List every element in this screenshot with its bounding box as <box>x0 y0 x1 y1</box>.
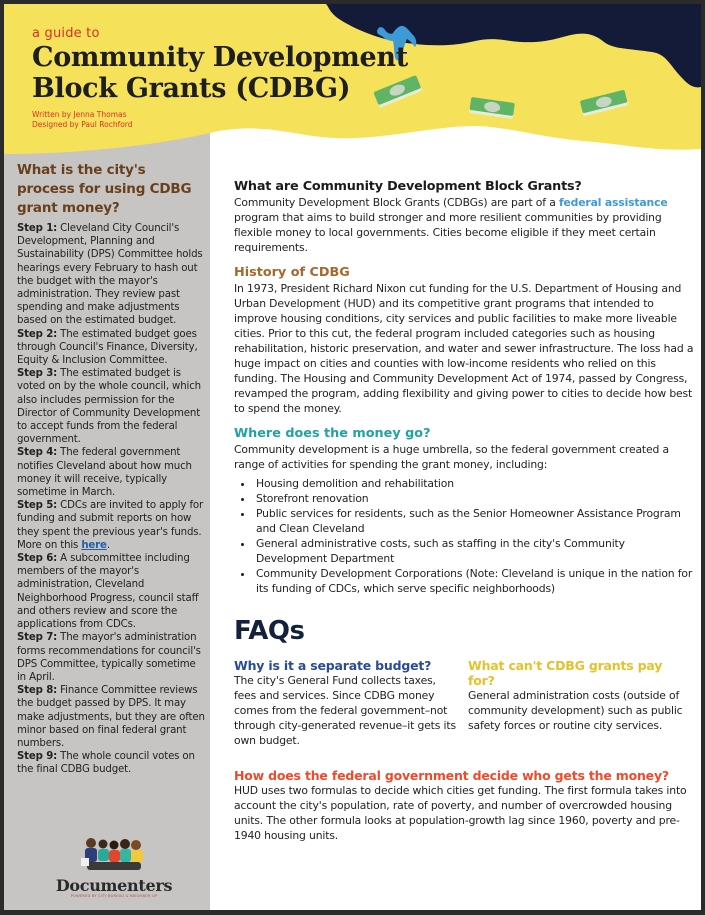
faq-question: How does the federal government decide who gets the money? <box>234 768 669 783</box>
people-illustration-icon <box>79 836 149 872</box>
faq-federal-decision <box>234 768 694 843</box>
federal-assistance-link[interactable]: federal assistance <box>558 196 668 209</box>
step-1 <box>17 222 207 328</box>
faq-columns <box>234 658 694 748</box>
step-label: Step 4: <box>17 447 58 459</box>
step-label: Step 2: <box>17 328 58 340</box>
step-text: The estimated budget goes through Council's Finance, Diversity, Equity & Inclusion Committee. <box>17 328 198 367</box>
spending-list <box>234 476 694 596</box>
author-credit: Written by Jenna Thomas <box>32 110 127 119</box>
what-text-start: Community Development Block Grants (CDBGs) are part of a <box>234 196 559 209</box>
what-text-end: program that aims to build stronger and more resilient communities by providing flexible money to local governments. Cities become eligible if they meet certain requirements. <box>234 211 662 254</box>
step-6 <box>17 552 207 631</box>
what-text <box>234 195 694 255</box>
steps-list <box>17 222 207 777</box>
step-text-end: . <box>106 539 110 551</box>
header-title-block <box>32 26 408 130</box>
step-label: Step 3: <box>17 368 58 380</box>
process-heading: What is the city's process for using CDBG grant money? <box>17 162 192 216</box>
step-label: Step 1: <box>17 223 58 234</box>
title-line-1: Community Development <box>32 42 408 73</box>
step-text: The federal government notifies Cleveland about how much money it will receive, typically sometime in March. <box>17 447 192 499</box>
step-text: The estimated budget is voted on by the whole council, which also includes permission for the Director of Community Development to accept funds from the federal government. <box>17 368 201 446</box>
list-item: • Community Development Corporations (Note: Cleveland is unique in the nation for its funding of CDCs, which serve specific neighborhoods) <box>254 566 694 596</box>
step-text: Finance Committee reviews the budget passed by DPS. It may make adjustments, but they are often minor based on final federal grant numbers. <box>17 685 205 749</box>
step-8 <box>17 684 207 750</box>
faq-answer: General administration costs (outside of community development) such as public safety forces or routine city services. <box>468 689 683 732</box>
faq-cannot-pay <box>468 658 690 748</box>
step-9 <box>17 750 207 776</box>
list-item: • General administrative costs, such as staffing in the city's Community Development Department <box>254 536 694 566</box>
step-2 <box>17 328 207 368</box>
main-content <box>234 179 694 843</box>
step-label: Step 5: <box>17 500 58 512</box>
step-label: Step 7: <box>17 632 58 644</box>
step-text: The whole council votes on the final CDBG budget. <box>17 751 195 776</box>
kicker-text: a guide to <box>32 26 100 41</box>
money-stack-icon <box>467 94 517 122</box>
faq-question: What can't CDBG grants pay for? <box>468 658 663 688</box>
what-section <box>234 179 694 255</box>
here-link[interactable]: here <box>81 539 107 551</box>
step-7 <box>17 631 207 684</box>
list-item: • Storefront renovation <box>254 491 694 506</box>
what-heading: What are Community Development Block Grants? <box>234 179 582 194</box>
step-label: Step 6: <box>17 553 58 565</box>
faq-separate-budget <box>234 658 456 748</box>
step-text: Cleveland City Council's Development, Planning and Sustainability (DPS) Committee holds hearings every February to hash out the budget with the mayor's administration. They review past spending and make adjustments based on the estimated budget. <box>17 223 203 327</box>
step-label: Step 8: <box>17 685 58 697</box>
faq-answer: HUD uses two formulas to decide which cities get funding. The first formula takes into account the city's population, rate of poverty, and number of overcrowded housing units. The other formula looks at population-growth lag since 1960, poverty and pre-1940 housing units. <box>234 784 687 842</box>
step-text: A subcommittee including members of the mayor's administration, Cleveland Neighborhood Progress, council staff and others review and score the applications from CDCs. <box>17 553 199 631</box>
money-stack-icon <box>578 86 630 120</box>
history-section <box>234 265 694 416</box>
step-3 <box>17 367 207 446</box>
logo-tagline: POWERED BY CITY BUREAU & NEIGHBOR UP <box>70 894 158 898</box>
step-text: The mayor's administration forms recommendations for council's DPS Committee, typically sometime in April. <box>17 632 201 683</box>
documenters-logo <box>54 836 174 898</box>
step-5 <box>17 499 207 552</box>
history-heading: History of CDBG <box>234 265 350 280</box>
document-page <box>4 4 701 910</box>
where-text: Community development is a huge umbrella, so the federal government created a range of activities for spending the grant money, including: <box>234 443 669 471</box>
process-section <box>17 161 207 777</box>
history-text: In 1973, President Richard Nixon cut funding for the U.S. Department of Housing and Urban Development (HUD) and its competitive grant programs that intended to improve housing conditions, city services and public facilities to make more liveable cities. Prior to this cut, the federal program included categories such as housing rehabilitation, historic preservation, and water and sewer infrastructure. The loss had a huge impact on cities and counties with low-income residents who relied on this funding. The Housing and Community Development Act of 1974, passed by Congress, revamped the program, adding flexibility and giving power to cities to decide how best to spend the money. <box>234 282 694 415</box>
logo-name: Documenters <box>55 876 173 895</box>
faq-answer: The city's General Fund collects taxes, fees and services. Since CDBG money comes from the federal government–not through city-generated revenue–it gets its own budget. <box>234 674 456 747</box>
where-section <box>234 426 694 596</box>
list-item: • Public services for residents, such as the Senior Homeowner Assistance Program and Clean Cleveland <box>254 506 694 536</box>
step-label: Step 9: <box>17 751 58 763</box>
step-text: CDCs are invited to apply for funding and submit reports on how they spent the previous year's funds. More on this <box>17 500 204 551</box>
designer-credit: Designed by Paul Rochford <box>32 120 133 129</box>
title-line-2: Block Grants (CDBG) <box>32 73 351 104</box>
faqs-title: FAQs <box>234 616 305 646</box>
step-4 <box>17 446 207 499</box>
credits <box>32 110 408 130</box>
where-heading: Where does the money go? <box>234 426 431 441</box>
faq-question: Why is it a separate budget? <box>234 658 432 673</box>
page-title <box>32 42 408 104</box>
list-item: • Housing demolition and rehabilitation <box>254 476 694 491</box>
